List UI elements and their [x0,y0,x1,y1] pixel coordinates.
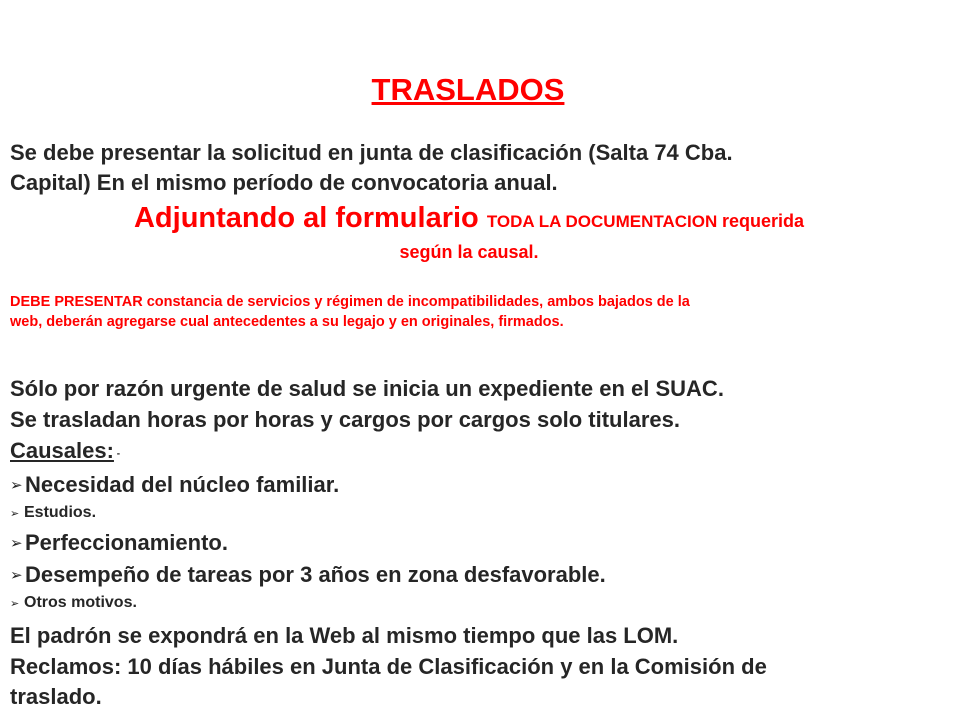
arrow-bullet-icon: ➢ [10,597,20,610]
intro-line-2: Capital) En el mismo período de convocatoria anual. [10,170,558,195]
must-present-line-1-rest: constancia de servicios y régimen de incompatibilidades, ambos bajados de la [146,294,690,310]
arrow-bullet-icon: ➢ [10,567,23,584]
closing-line-2: Reclamos: 10 días hábiles en Junta de Clasificación y en la Comisión de [10,653,767,679]
requirement-line-1 [0,200,938,241]
list-item [10,562,606,588]
list-item-label: Estudios. [24,504,97,521]
list-item-label: Necesidad del núcleo familiar. [25,472,340,497]
intro-paragraph [10,138,733,198]
requirement-part-2: TODA LA DOCUMENTACION [486,212,722,231]
must-present-line-2: web, deberán agregarse cual antecedentes a su legajo y en originales, firmados. [10,314,564,330]
causales-heading [10,438,120,464]
list-item [10,530,228,556]
closing-line-1: El padrón se expondrá en la Web al mismo tiempo que las LOM. [10,623,679,648]
closing-line-3: traslado. [10,684,102,709]
list-item [10,472,339,498]
must-present-lead: DEBE PRESENTAR [10,294,147,310]
causales-heading-dash: - [113,448,121,460]
must-present-line-1 [10,292,690,312]
list-item-label: Otros motivos. [24,594,137,611]
causales-heading-label: Causales: [10,438,114,463]
requirement-line-2: según la causal. [399,242,539,262]
arrow-bullet-icon: ➢ [10,477,23,494]
page-title: TRASLADOS [371,72,565,107]
arrow-bullet-icon: ➢ [10,535,23,552]
rules-paragraph [10,373,724,435]
list-item-label: Desempeño de tareas por 3 años en zona desfavorable. [25,562,606,587]
list-item [10,504,96,522]
must-present-paragraph [10,292,690,332]
rules-line-2: Se trasladan horas por horas y cargos por cargos solo titulares. [10,407,680,432]
intro-line-1: Se debe presentar la solicitud en junta de clasificación (Salta 74 Cba. [10,140,733,165]
requirement-part-1: Adjuntando al formulario [133,202,487,234]
rules-line-1: Sólo por razón urgente de salud se inicia un expediente en el SUAC. [10,376,724,401]
closing-paragraph [10,621,767,713]
list-item [10,594,137,612]
list-item-label: Perfeccionamiento. [25,530,228,555]
arrow-bullet-icon: ➢ [10,507,20,520]
requirement-part-3: requerida [721,211,805,231]
